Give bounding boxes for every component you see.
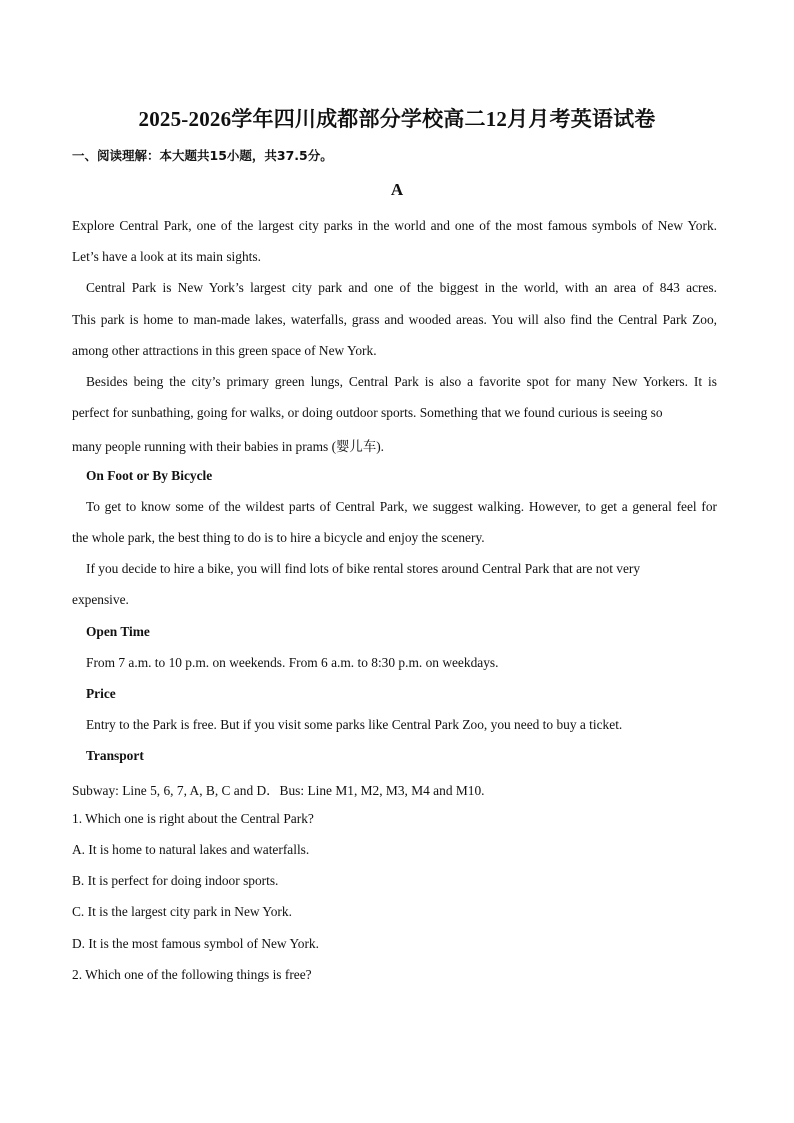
passage-line: This park is home to man-made lakes, waterfalls, grass and wooded areas. You will also find the Central Park Zoo, xyxy=(72,312,717,327)
section-heading: 一、阅读理解：本大题共15小题，共37.5分。 xyxy=(72,148,333,163)
passage-line: among other attractions in this green space of New York. xyxy=(72,343,377,358)
question-1-option-d[interactable]: D. It is the most famous symbol of New York. xyxy=(72,936,319,951)
passage-line: Central Park is New York’s largest city park and one of the biggest in the world, with an area of 843 acres. xyxy=(86,280,717,295)
passage-line: If you decide to hire a bike, you will find lots of bike rental stores around Central Park that are not very xyxy=(86,561,641,576)
passage-letter: A xyxy=(390,180,404,199)
question-1-option-c[interactable]: C. It is the largest city park in New York. xyxy=(72,904,292,919)
question-2-stem: 2. Which one of the following things is free? xyxy=(72,967,312,982)
question-1-option-a[interactable]: A. It is home to natural lakes and waterfalls. xyxy=(72,842,310,857)
passage-line: perfect for sunbathing, going for walks, or doing outdoor sports. Something that we found curious is seeing so xyxy=(72,405,663,420)
question-1-option-b[interactable]: B. It is perfect for doing indoor sports. xyxy=(72,873,279,888)
passage-line: Explore Central Park, one of the largest city parks in the world and one of the most famous symbols of New York. xyxy=(72,218,717,233)
question-1-stem: 1. Which one is right about the Central Park? xyxy=(72,811,314,826)
passage-line: Entry to the Park is free. But if you visit some parks like Central Park Zoo, you need to buy a ticket. xyxy=(86,717,623,732)
subheading-transport: Transport xyxy=(86,748,144,763)
passage-line: To get to know some of the wildest parts of Central Park, we suggest walking. However, to get a general feel for xyxy=(86,499,717,514)
subheading-open-time: Open Time xyxy=(86,624,150,639)
exam-title: 2025-2026学年四川成都部分学校高二12月月考英语试卷 xyxy=(138,107,656,131)
passage-line: expensive. xyxy=(72,592,129,607)
passage-line: the whole park, the best thing to do is to hire a bicycle and enjoy the scenery. xyxy=(72,530,485,545)
passage-line: Let’s have a look at its main sights. xyxy=(72,249,261,264)
passage-line: many people running with their babies in prams (婴儿车). xyxy=(72,439,385,454)
subheading-on-foot: On Foot or By Bicycle xyxy=(86,468,213,483)
passage-line: From 7 a.m. to 10 p.m. on weekends. From 6 a.m. to 8:30 p.m. on weekdays. xyxy=(86,655,499,670)
subheading-price: Price xyxy=(86,686,116,701)
passage-line: Subway: Line 5, 6, 7, A, B, C and D．Bus: Line M1, M2, M3, M4 and M10. xyxy=(72,783,485,798)
passage-line: Besides being the city’s primary green lungs, Central Park is also a favorite spot for many New Yorkers. It is xyxy=(86,374,717,389)
